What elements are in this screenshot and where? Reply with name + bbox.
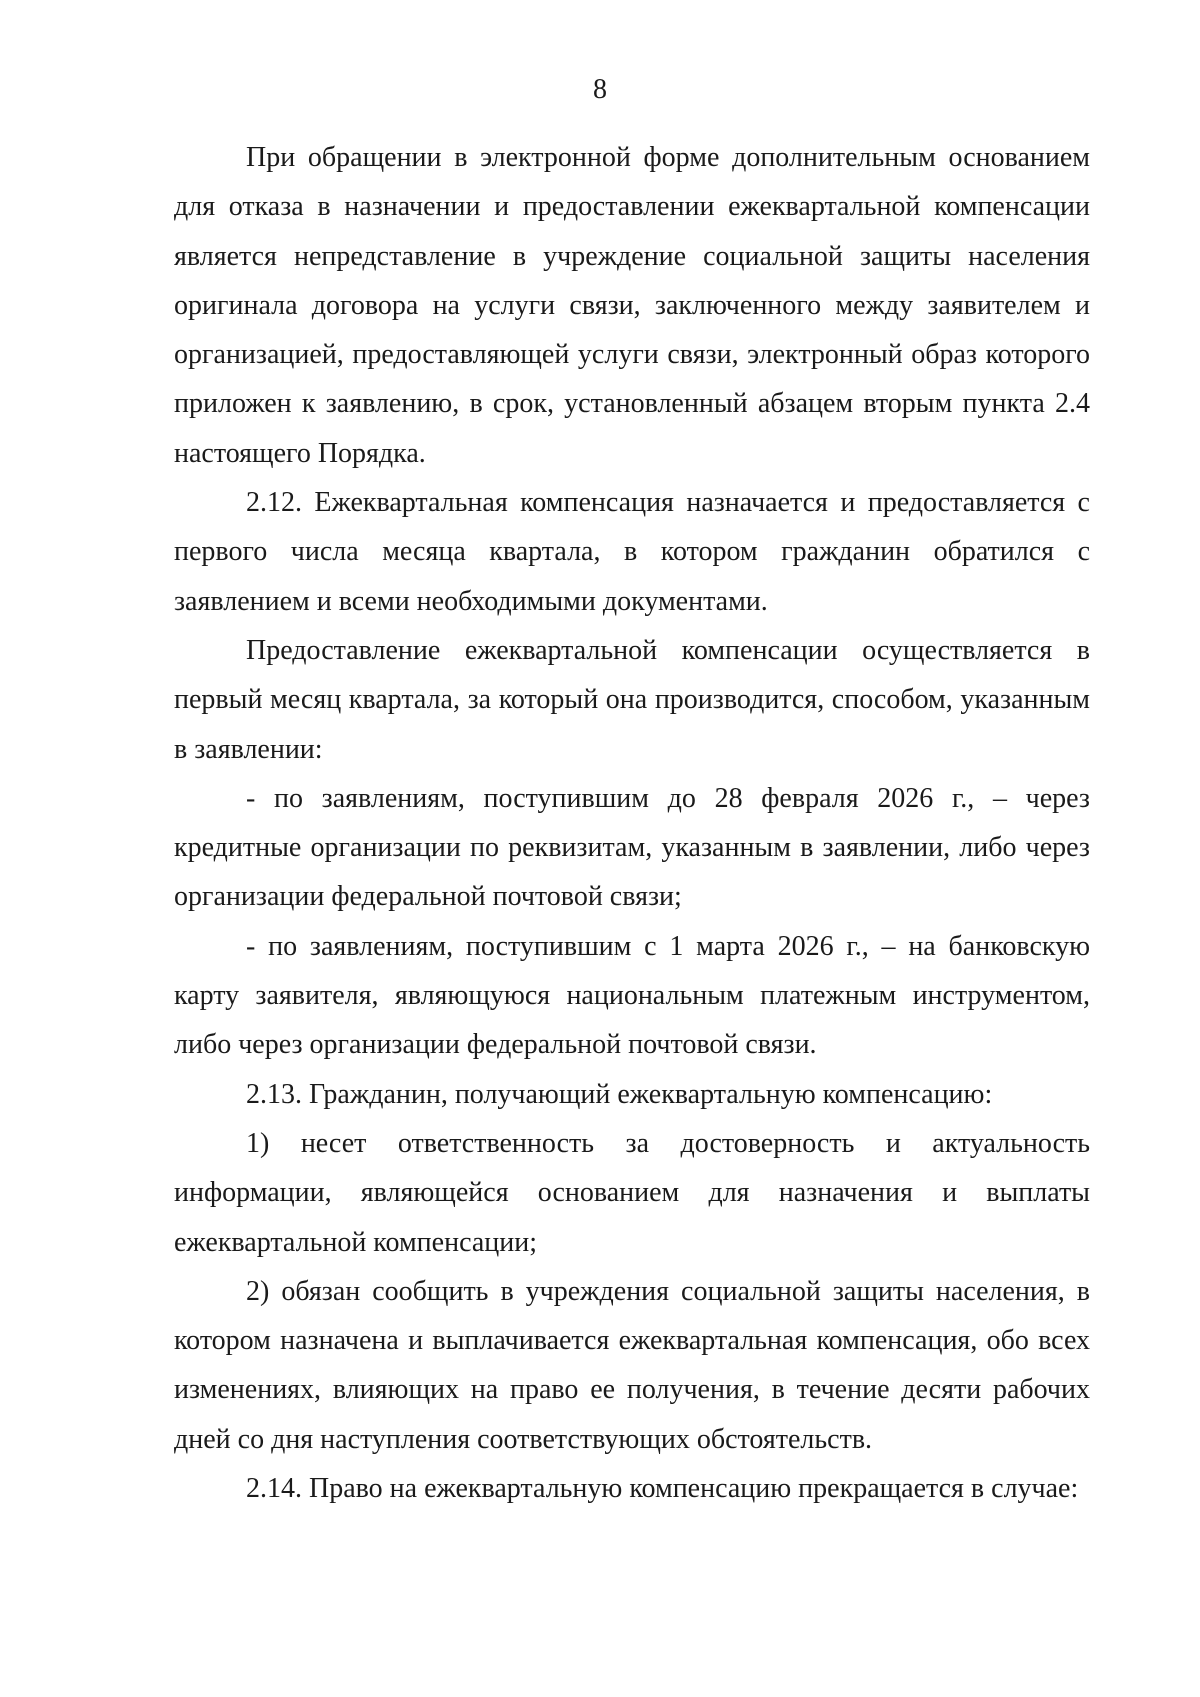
paragraph-electronic-refusal: При обращении в электронной форме дополнительным основанием для отказа в назначении и предоставлении ежеквартальной компенсации является непредставление в учреждение социальной защиты населения оригинала договора на услуги связи, заключенного между заявителем и организацией, предоставляющей услуги связи, электронный образ которого приложен к заявлению, в срок, установленный абзацем вторым пункта 2.4 настоящего Порядка. [174, 142, 1090, 469]
paragraph-2-14: 2.14. Право на ежеквартальную компенсацию прекращается в случае: [246, 1473, 1079, 1505]
paragraph-2-13: 2.13. Гражданин, получающий ежеквартальную компенсацию: [246, 1078, 993, 1110]
paragraph-before-feb-28: - по заявлениям, поступившим до 28 февраля 2026 г., – через кредитные организации по реквизитам, указанным в заявлении, либо через организации федеральной почтовой связи; [174, 782, 1090, 913]
paragraph-2-12: 2.12. Ежеквартальная компенсация назначается и предоставляется с первого числа месяца квартала, в котором гражданин обратился с заявлением и всеми необходимыми документами. [174, 487, 1090, 617]
paragraph-2-13-item-2: 2) обязан сообщить в учреждения социальной защиты населения, в котором назначена и выплачивается ежеквартальная компенсация, обо всех изменениях, влияющих на право ее получения, в течение десяти рабочих дней со дня наступления соответствующих обстоятельств. [174, 1275, 1090, 1455]
paragraph-2-13-item-1: 1) несет ответственность за достоверность и актуальность информации, являющейся основанием для назначения и выплаты ежеквартальной компенсации; [174, 1127, 1090, 1258]
document-body [174, 133, 1090, 1513]
paragraph-provision-method: Предоставление ежеквартальной компенсации осуществляется в первый месяц квартала, за который она производится, способом, указанным в заявлении: [174, 634, 1090, 765]
page-number: 8 [593, 74, 607, 105]
paragraph-from-mar-1: - по заявлениям, поступившим с 1 марта 2026 г., – на банковскую карту заявителя, являющуюся национальным платежным инструментом, либо через организации федеральной почтовой связи. [174, 930, 1090, 1061]
